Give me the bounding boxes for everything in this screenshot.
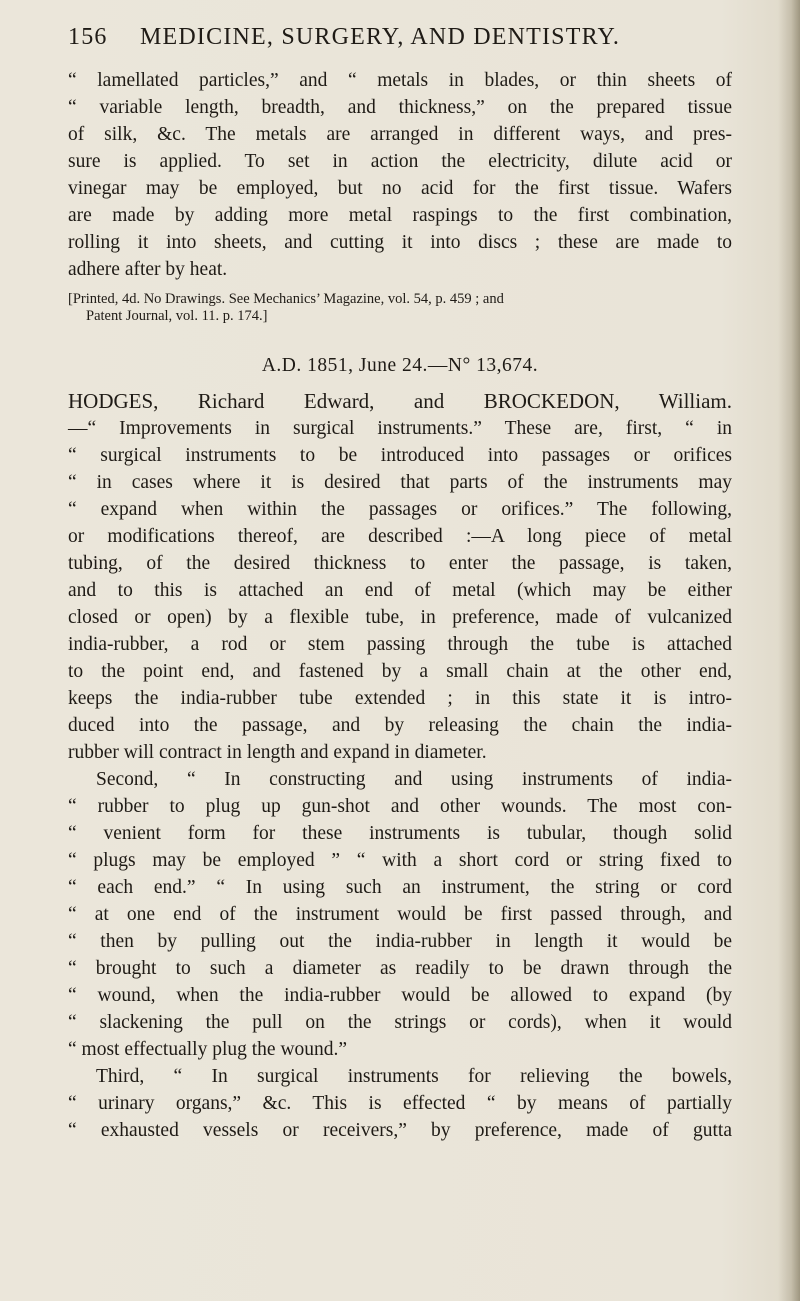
note-line: Patent Journal, vol. 11. p. 174.] [86, 308, 268, 324]
running-head-title: MEDICINE, SURGERY, AND DENTISTRY. [140, 24, 621, 50]
text-line: “ brought to such a diameter as readily to be drawn through the [68, 958, 732, 979]
text-line: “ most effectually plug the wound.” [68, 1039, 348, 1060]
text-line: “ exhausted vessels or receivers,” by preference, made of gutta [68, 1120, 732, 1141]
text-line: are made by adding more metal raspings to the first combination, [68, 205, 732, 226]
text-line: “ then by pulling out the india-rubber in length it would be [68, 931, 732, 952]
patent-entry-paragraph-two [68, 766, 732, 1063]
text-line: rubber will contract in length and expand in diameter. [68, 742, 487, 763]
text-line: “ each end.” “ In using such an instrument, the string or cord [68, 877, 732, 898]
patent-entry-paragraph-one [68, 387, 732, 766]
text-line: of silk, &c. The metals are arranged in different ways, and pres- [68, 124, 732, 145]
text-line: “ wound, when the india-rubber would be allowed to expand (by [68, 985, 732, 1006]
text-line: “ slackening the pull on the strings or cords), when it would [68, 1012, 732, 1033]
patent-entry-date: A.D. 1851, June 24.—N° 13,674. [261, 355, 539, 376]
continued-paragraph [68, 67, 732, 283]
text-line: —“ Improvements in surgical instruments.” These are, first, “ in [68, 418, 732, 439]
page-number: 156 [68, 24, 108, 50]
text-line: “ lamellated particles,” and “ metals in blades, or thin sheets of [68, 70, 732, 91]
text-line: “ expand when within the passages or orifices.” The following, [68, 499, 732, 520]
text-line: closed or open) by a flexible tube, in preference, made of vulcanized [68, 607, 732, 628]
patent-entry-paragraph-three [68, 1063, 732, 1144]
text-line: Third, “ In surgical instruments for relieving the bowels, [96, 1066, 732, 1087]
text-line: keeps the india-rubber tube extended ; in this state it is intro- [68, 688, 732, 709]
printing-note [68, 291, 732, 325]
text-line: tubing, of the desired thickness to enter the passage, is taken, [68, 553, 732, 574]
page-edge-shadow [778, 0, 800, 1301]
text-line: and to this is attached an end of metal (which may be either [68, 580, 732, 601]
text-line: Second, “ In constructing and using instruments of india- [96, 769, 732, 790]
text-line: “ urinary organs,” &c. This is effected “ by means of partially [68, 1093, 732, 1114]
text-line: to the point end, and fastened by a small chain at the other end, [68, 661, 732, 682]
text-line: “ plugs may be employed ” “ with a short cord or string fixed to [68, 850, 732, 871]
text-line: “ venient form for these instruments is tubular, though solid [68, 823, 732, 844]
text-line: sure is applied. To set in action the electricity, dilute acid or [68, 151, 732, 172]
note-line: [Printed, 4d. No Drawings. See Mechanics’ Magazine, vol. 54, p. 459 ; and [68, 291, 504, 307]
text-line: duced into the passage, and by releasing the chain the india- [68, 715, 732, 736]
text-line: rolling it into sheets, and cutting it into discs ; these are made to [68, 232, 732, 253]
text-line: “ variable length, breadth, and thickness,” on the prepared tissue [68, 97, 732, 118]
text-line: “ surgical instruments to be introduced into passages or orifices [68, 445, 732, 466]
text-line: vinegar may be employed, but no acid for the first tissue. Wafers [68, 178, 732, 199]
text-line: india-rubber, a rod or stem passing through the tube is attached [68, 634, 732, 655]
text-line: adhere after by heat. [68, 259, 228, 280]
running-head [68, 24, 732, 51]
text-line: “ rubber to plug up gun-shot and other wounds. The most con- [68, 796, 732, 817]
text-line: or modifications thereof, are described :—A long piece of metal [68, 526, 732, 547]
text-line: “ in cases where it is desired that parts of the instruments may [68, 472, 732, 493]
patent-entry-heading: HODGES, Richard Edward, and BROCKEDON, William. [68, 389, 732, 413]
text-line: “ at one end of the instrument would be first passed through, and [68, 904, 732, 925]
